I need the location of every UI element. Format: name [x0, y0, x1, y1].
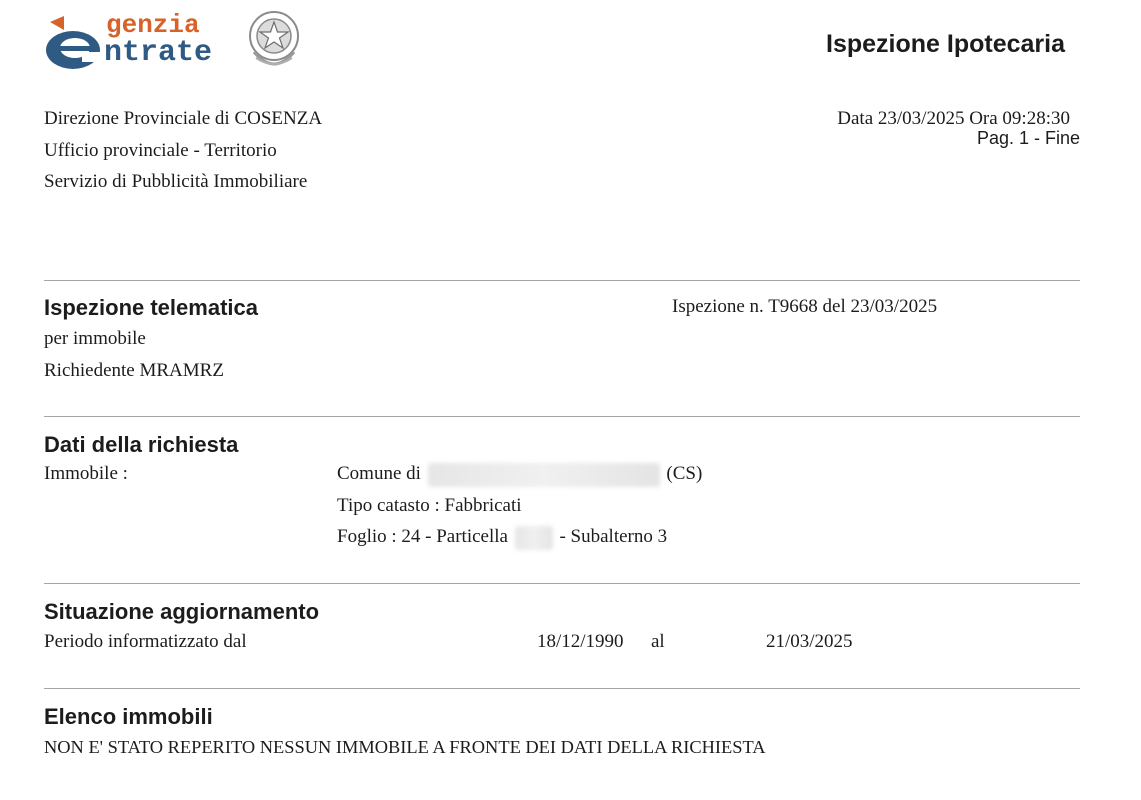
- italian-republic-emblem-icon: [246, 8, 302, 74]
- comune-prefix: Comune di: [337, 463, 421, 484]
- logo-top-text: genzia: [106, 10, 200, 40]
- divider: [44, 688, 1080, 689]
- divider: [44, 416, 1080, 417]
- ispezione-type: per immobile: [44, 328, 146, 349]
- periodo-from: 18/12/1990: [537, 631, 624, 652]
- immobile-label: Immobile :: [44, 463, 128, 484]
- tipo-catasto: Tipo catasto : Fabbricati: [337, 495, 522, 516]
- divider: [44, 280, 1080, 281]
- foglio-line: [337, 521, 667, 553]
- agenzia-entrate-logo: [44, 6, 304, 76]
- periodo-label: Periodo informatizzato dal: [44, 631, 247, 652]
- redacted-comune: [428, 463, 660, 487]
- ispezione-number: Ispezione n. T9668 del 23/03/2025: [672, 296, 938, 317]
- elenco-heading: Elenco immobili: [44, 704, 213, 729]
- office-line-1: Direzione Provinciale di COSENZA: [44, 108, 323, 129]
- document-title: Ispezione Ipotecaria: [826, 30, 1065, 58]
- comune-line: [337, 458, 702, 490]
- richiesta-heading: Dati della richiesta: [44, 432, 239, 457]
- aggiornamento-heading: Situazione aggiornamento: [44, 599, 320, 624]
- logo-bottom-text: ntrate: [104, 36, 213, 70]
- page-number: Pag. 1 - Fine: [976, 128, 1080, 148]
- ispezione-heading: Ispezione telematica: [44, 295, 258, 320]
- richiedente: Richiedente MRAMRZ: [44, 360, 224, 381]
- agenzia-e-mark-icon: [44, 16, 102, 70]
- foglio-prefix: Foglio : 24 - Particella: [337, 526, 508, 547]
- divider: [44, 583, 1080, 584]
- province-code: (CS): [666, 463, 703, 484]
- elenco-text: NON E' STATO REPERITO NESSUN IMMOBILE A FRONTE DEI DATI DELLA RICHIESTA: [44, 737, 766, 757]
- periodo-al: al: [651, 631, 665, 652]
- datetime: Data 23/03/2025 Ora 09:28:30: [837, 108, 1070, 129]
- office-line-2: Ufficio provinciale - Territorio: [44, 140, 277, 161]
- redacted-particella: [515, 526, 553, 550]
- office-line-3: Servizio di Pubblicità Immobiliare: [44, 171, 308, 192]
- periodo-to: 21/03/2025: [766, 631, 853, 652]
- subalterno: - Subalterno 3: [559, 526, 668, 547]
